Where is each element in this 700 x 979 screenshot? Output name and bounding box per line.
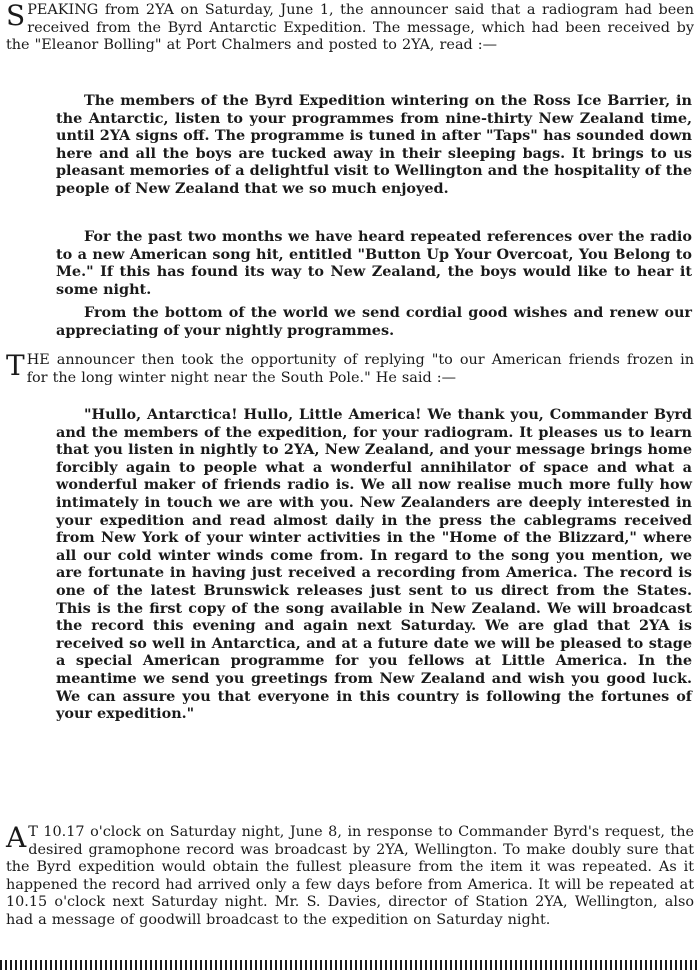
drop-cap: T [6, 349, 25, 382]
reply-message: "Hullo, Antarctica! Hullo, Little America! We thank you, Commander Byrd and the members of the expedition, for your radiogram. It pleases us to learn that you listen in nightly to 2YA, New Zealand, and your message brings home forcibly again to people what a wonderful annihilator of space and what a wonderful maker of friends radio is. We all now realise much more fully how intimately in touch we are with you. New Zealanders are deeply interested in your expedition and read almost daily in the press the cablegrams received from New York of your winter activities in the "Home of the Blizzard," where all our cold winter winds come from. In regard to the song you mention, we are fortunate in having just received a recording from America. The record is one of the latest Brunswick releases just sent to us direct from the States. This is the first copy of the song available in New Zealand. We will broadcast the record this evening and again next Saturday. We are glad that 2YA is received so well in Antarctica, and at a future date we will be pleased to stage a special American programme for you fellows at Little America. In the meantime we send you greetings from New Zealand and wish you good luck. We can assure you that everyone in this country is following the fortunes of your expedition." [56, 406, 692, 723]
intro-paragraph [6, 2, 694, 55]
intro-text: PEAKING from 2YA on Saturday, June 1, the announcer said that a radiogram had been received from the Byrd Antarctic Expedition. The message, which had been received by the "Eleanor Bolling" at Port Chalmers and posted to 2YA, read :— [6, 2, 694, 54]
drop-cap: S [6, 0, 26, 32]
radiogram-paragraph: For the past two months we have heard repeated references over the radio to a new American song hit, entitled "Button Up Your Overcoat, You Belong to Me." If this has found its way to New Zealand, the boys would like to hear it some night. [56, 228, 692, 298]
announcer-paragraph [6, 349, 694, 387]
ornamental-rule [0, 960, 700, 970]
closing-text: T 10.17 o'clock on Saturday night, June 8, in response to Commander Byrd's request, the desired gramophone record was broadcast by 2YA, Wellington. To make doubly sure that the Byrd expedition would obtain the fullest pleasure from the item it was repeated. As it happened the record had arrived only a few days before from America. It will be repeated at 10.15 o'clock next Saturday night. Mr. S. Davies, director of Station 2YA, Wellington, also had a message of goodwill broadcast to the expedition on Saturday night. [6, 824, 694, 928]
announcer-text: HE announcer then took the opportunity of replying "to our American friends frozen in for the long winter night near the South Pole." He said :— [26, 352, 694, 386]
radiogram-paragraph: The members of the Byrd Expedition wintering on the Ross Ice Barrier, in the Antarctic, listen to your programmes from nine-thirty New Zealand time, until 2YA signs off. The programme is tuned in after "Taps" has sounded down here and all the boys are tucked away in their sleeping bags. It brings to us pleasant memories of a delightful visit to Wellington and the hospitality of the people of New Zealand that we so much enjoyed. [56, 92, 692, 197]
radiogram-paragraph: From the bottom of the world we send cordial good wishes and renew our appreciating of your nightly programmes. [56, 304, 692, 339]
closing-paragraph [6, 821, 694, 930]
drop-cap: A [6, 821, 27, 854]
